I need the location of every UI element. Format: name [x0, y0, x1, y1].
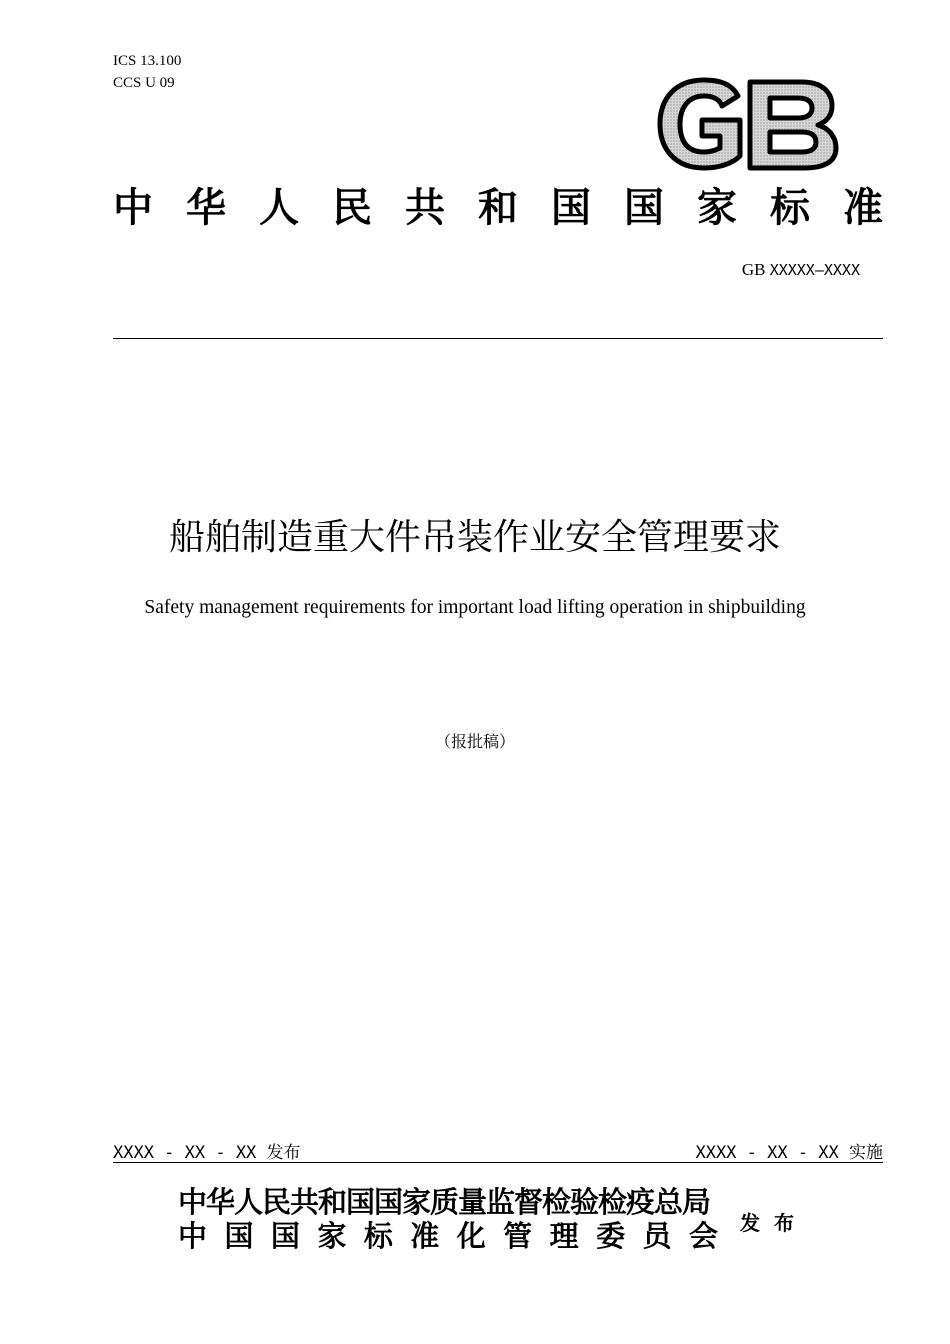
issue-date: XXXX - XX - XX 发布 — [113, 1143, 301, 1163]
issuer-sac-char: 国 — [224, 1219, 254, 1253]
standard-type-char: 中 — [113, 184, 153, 231]
issuer-sac-char: 管 — [503, 1219, 533, 1253]
header-divider — [113, 338, 883, 339]
issuer-sac-char: 标 — [363, 1219, 393, 1253]
standard-type-char: 民 — [332, 184, 372, 231]
document-title-english: Safety management requirements for important load lifting operation in shipbuilding — [144, 597, 806, 618]
standard-number-prefix: GB — [741, 260, 766, 279]
issuer-sac-char: 员 — [642, 1219, 672, 1253]
issuer-sac-char: 国 — [270, 1219, 300, 1253]
issuer-sac-char: 化 — [456, 1219, 486, 1253]
classification-codes — [113, 50, 181, 94]
ccs-code: CCS U 09 — [113, 75, 175, 91]
date-row — [113, 1138, 883, 1163]
standard-type-title — [113, 183, 883, 233]
standard-type-char: 国 — [624, 184, 664, 231]
footer-divider — [113, 1162, 883, 1163]
issuer-aqsiq: 中华人民共和国国家质量监督检验检疫总局 — [178, 1185, 711, 1219]
standard-type-char: 家 — [697, 184, 737, 231]
standard-type-char: 国 — [551, 184, 591, 231]
issuer-sac-char: 会 — [688, 1219, 718, 1253]
issuer-sac-char: 准 — [410, 1219, 440, 1253]
draft-status: （报批稿） — [434, 732, 515, 751]
standard-type-char: 人 — [259, 184, 299, 231]
issuer-sac-char: 家 — [317, 1219, 347, 1253]
standard-type-char: 标 — [770, 184, 810, 231]
issuer-sac — [178, 1219, 718, 1253]
ics-code: ICS 13.100 — [113, 53, 182, 69]
issuer-sac-char: 中 — [178, 1219, 208, 1253]
standard-type-char: 准 — [843, 184, 883, 231]
publish-label: 发布 — [740, 1211, 808, 1235]
standard-number — [742, 260, 860, 280]
issuer-sac-char: 委 — [596, 1219, 626, 1253]
standard-type-char: 共 — [405, 184, 445, 231]
gb-logo — [652, 74, 842, 174]
standard-number-value: XXXXX—XXXX — [769, 261, 860, 279]
implement-date: XXXX - XX - XX 实施 — [695, 1143, 883, 1163]
issuer-sac-char: 理 — [549, 1219, 579, 1253]
document-title-chinese: 船舶制造重大件吊装作业安全管理要求 — [168, 517, 781, 558]
issuing-authorities — [178, 1185, 718, 1253]
standard-type-char: 华 — [186, 184, 226, 231]
standard-type-char: 和 — [478, 184, 518, 231]
